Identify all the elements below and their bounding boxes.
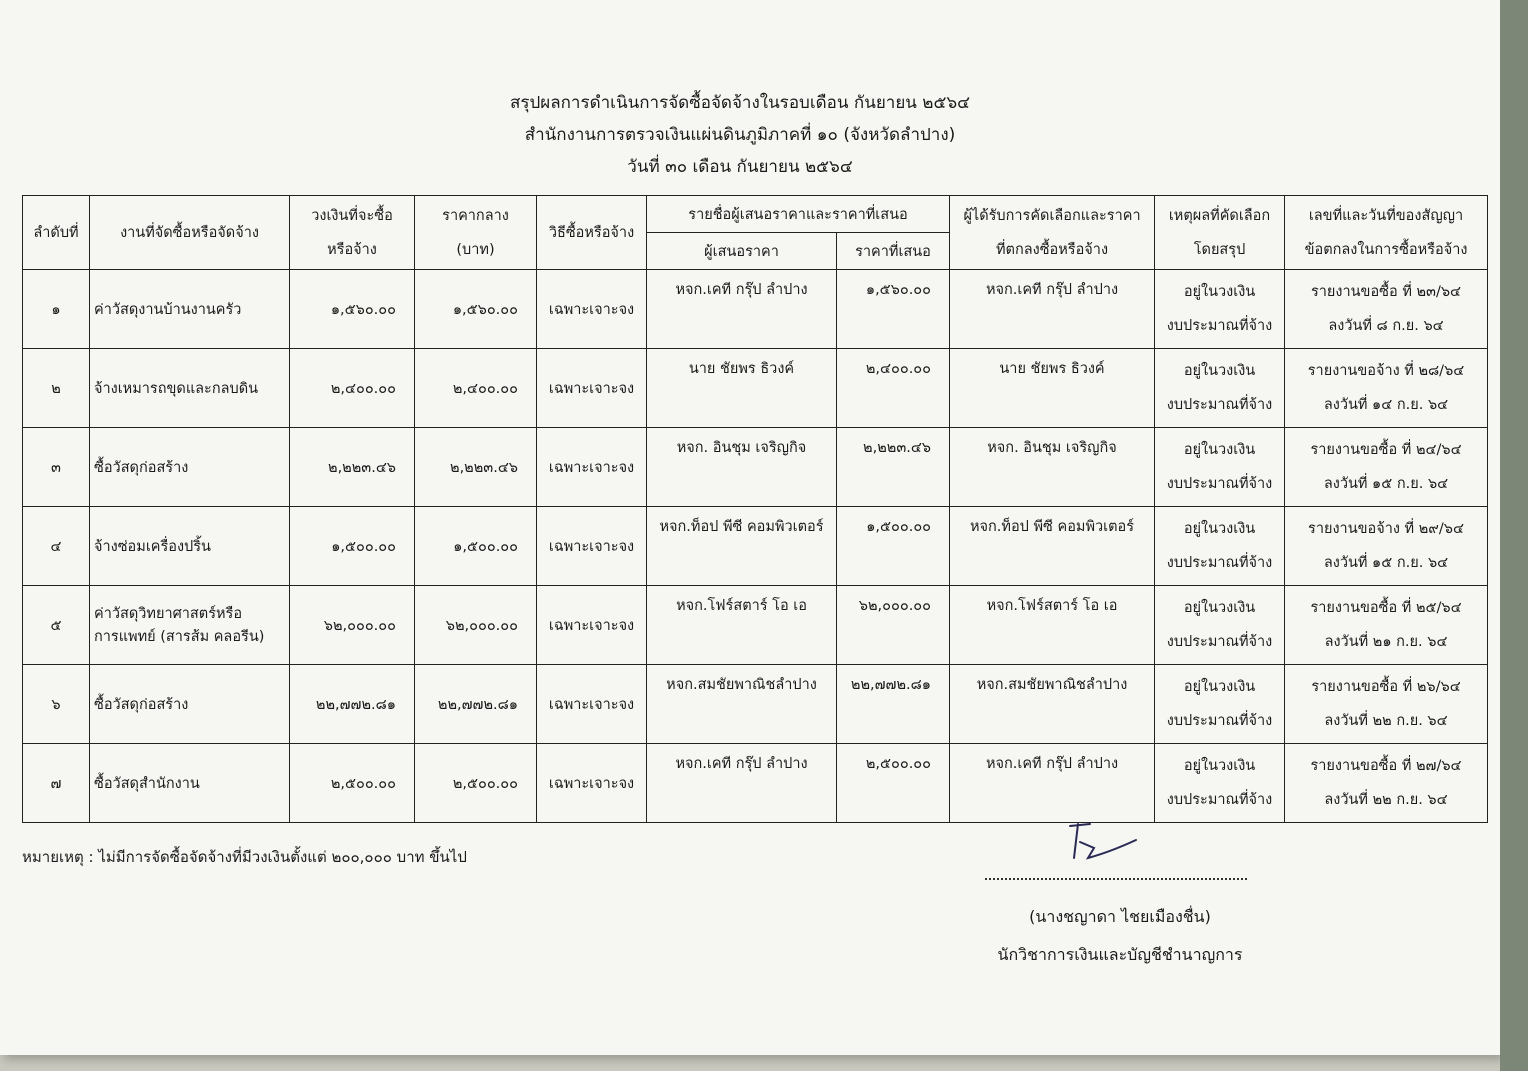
cell-reason-text: อยู่ในวงเงิน bbox=[1183, 284, 1256, 300]
cell-budget-text: ๑,๕๐๐.๐๐ bbox=[331, 538, 396, 555]
cell-contract-text: รายงานขอซื้อ ที่ ๒๕/๖๔ bbox=[1310, 600, 1462, 616]
cell-seq bbox=[23, 586, 90, 665]
cell-contract-text: ลงวันที่ ๒๑ ก.ย. ๖๔ bbox=[1324, 634, 1448, 650]
cell-work-text: จ้างซ่อมเครื่องปริ้น bbox=[94, 538, 211, 555]
table-row bbox=[23, 665, 1488, 744]
header-budget-line2: หรือจ้าง bbox=[327, 241, 377, 258]
cell-bid-price-text: ๒๒,๗๗๒.๘๑ bbox=[850, 677, 932, 693]
cell-bid-price-text: ๒,๔๐๐.๐๐ bbox=[865, 361, 932, 377]
cell-seq bbox=[23, 744, 90, 823]
header-bidder: ผู้เสนอราคา bbox=[647, 233, 837, 270]
cell-bid-price-text: ๒,๕๐๐.๐๐ bbox=[865, 756, 932, 772]
cell-budget bbox=[290, 349, 415, 428]
cell-bidder-text: หจก.เคที กรุ๊ป ลำปาง bbox=[675, 756, 808, 772]
cell-winner-text: หจก. อินชุม เจริญกิจ bbox=[987, 440, 1117, 456]
cell-seq bbox=[23, 507, 90, 586]
cell-bid-price-text: ๒,๒๒๓.๔๖ bbox=[863, 440, 932, 456]
table-row bbox=[23, 507, 1488, 586]
table-row bbox=[23, 744, 1488, 823]
cell-reason-text: งบประมาณที่จ้าง bbox=[1166, 713, 1273, 729]
cell-bidder bbox=[647, 586, 837, 665]
cell-reason-text: งบประมาณที่จ้าง bbox=[1166, 634, 1273, 650]
cell-budget-text: ๒,๒๒๓.๔๖ bbox=[328, 459, 396, 476]
cell-method bbox=[537, 428, 647, 507]
document-agency: สำนักงานการตรวจเงินแผ่นดินภูมิภาคที่ ๑๐ (จังหวัดลำปาง) bbox=[524, 125, 956, 145]
cell-contract-text: รายงานขอซื้อ ที่ ๒๔/๖๔ bbox=[1310, 442, 1462, 458]
cell-median-text: ๒,๕๐๐.๐๐ bbox=[452, 775, 518, 792]
cell-winner-text: นาย ชัยพร ธิวงค์ bbox=[999, 361, 1105, 377]
cell-winner-text: หจก.สมชัยพาณิชลำปาง bbox=[976, 677, 1128, 693]
cell-method bbox=[537, 586, 647, 665]
cell-winner bbox=[950, 428, 1155, 507]
cell-contract-text: ลงวันที่ ๒๒ ก.ย. ๖๔ bbox=[1324, 713, 1448, 729]
cell-method-text: เฉพาะเจาะจง bbox=[548, 538, 635, 555]
cell-budget bbox=[290, 428, 415, 507]
header-work: งานที่จัดซื้อหรือจัดจ้าง bbox=[90, 196, 290, 270]
header-median-line1: ราคากลาง bbox=[442, 207, 509, 224]
header-median bbox=[415, 196, 537, 270]
cell-bid-price bbox=[837, 270, 950, 349]
cell-winner bbox=[950, 586, 1155, 665]
cell-contract bbox=[1285, 665, 1488, 744]
cell-reason bbox=[1155, 586, 1285, 665]
header-reason-line2: โดยสรุป bbox=[1193, 241, 1246, 258]
cell-bidder-text: หจก.ท็อป พีซี คอมพิวเตอร์ bbox=[659, 519, 824, 535]
cell-reason bbox=[1155, 507, 1285, 586]
cell-winner bbox=[950, 744, 1155, 823]
cell-bid-price bbox=[837, 744, 950, 823]
cell-reason-text: อยู่ในวงเงิน bbox=[1183, 758, 1256, 774]
cell-bidder-text: หจก. อินชุม เจริญกิจ bbox=[676, 440, 807, 456]
cell-bid-price bbox=[837, 665, 950, 744]
cell-median bbox=[415, 744, 537, 823]
signature-line bbox=[985, 872, 1247, 880]
table-row bbox=[23, 349, 1488, 428]
cell-median bbox=[415, 586, 537, 665]
cell-bid-price bbox=[837, 428, 950, 507]
cell-winner bbox=[950, 507, 1155, 586]
cell-median-text: ๒,๔๐๐.๐๐ bbox=[452, 380, 518, 397]
cell-bid-price-text: ๑,๕๐๐.๐๐ bbox=[866, 519, 932, 535]
signer-title: นักวิชาการเงินและบัญชีชำนาญการ bbox=[997, 945, 1243, 964]
cell-median-text: ๖๒,๐๐๐.๐๐ bbox=[445, 617, 518, 634]
procurement-table bbox=[22, 195, 1488, 823]
cell-seq bbox=[23, 428, 90, 507]
cell-contract-text: ลงวันที่ ๑๔ ก.ย. ๖๔ bbox=[1323, 397, 1449, 413]
cell-reason-text: งบประมาณที่จ้าง bbox=[1166, 792, 1273, 808]
cell-contract-text: ลงวันที่ ๒๒ ก.ย. ๖๔ bbox=[1324, 792, 1448, 808]
header-median-line2: (บาท) bbox=[456, 241, 495, 258]
cell-bidder-text: นาย ชัยพร ธิวงค์ bbox=[688, 361, 795, 377]
cell-reason bbox=[1155, 428, 1285, 507]
cell-method bbox=[537, 665, 647, 744]
cell-seq bbox=[23, 270, 90, 349]
cell-method-text: เฉพาะเจาะจง bbox=[548, 696, 635, 713]
cell-reason-text: งบประมาณที่จ้าง bbox=[1166, 555, 1273, 571]
header-winner-line2: ที่ตกลงซื้อหรือจ้าง bbox=[995, 241, 1109, 258]
cell-bidder bbox=[647, 665, 837, 744]
cell-bid-price bbox=[837, 507, 950, 586]
cell-winner-text: หจก.ท็อป พีซี คอมพิวเตอร์ bbox=[969, 519, 1135, 535]
signature-mark bbox=[1060, 818, 1140, 868]
cell-seq-text: ๓ bbox=[51, 459, 61, 476]
document-date: วันที่ ๓๐ เดือน กันยายน ๒๕๖๔ bbox=[627, 157, 853, 177]
cell-seq-text: ๔ bbox=[50, 538, 62, 555]
cell-work bbox=[90, 428, 290, 507]
cell-method-text: เฉพาะเจาะจง bbox=[548, 617, 635, 634]
cell-seq-text: ๗ bbox=[50, 775, 62, 792]
cell-bid-price bbox=[837, 586, 950, 665]
table-row bbox=[23, 270, 1488, 349]
cell-median-text: ๑,๕๖๐.๐๐ bbox=[452, 301, 518, 318]
cell-reason-text: งบประมาณที่จ้าง bbox=[1166, 318, 1273, 334]
cell-budget-text: ๒,๕๐๐.๐๐ bbox=[330, 775, 396, 792]
header-contract-line2: ข้อตกลงในการซื้อหรือจ้าง bbox=[1304, 241, 1468, 258]
cell-work-text: ค่าวัสดุวิทยาศาสตร์หรือ bbox=[94, 606, 243, 622]
header-reason-line1: เหตุผลที่คัดเลือก bbox=[1168, 207, 1271, 224]
cell-bidder-text: หจก.สมชัยพาณิชลำปาง bbox=[666, 677, 817, 693]
cell-budget bbox=[290, 744, 415, 823]
cell-reason-text: อยู่ในวงเงิน bbox=[1183, 521, 1256, 537]
cell-work-text: ซื้อวัสดุก่อสร้าง bbox=[94, 459, 189, 476]
header-bid-price: ราคาที่เสนอ bbox=[837, 233, 950, 270]
cell-work-text: การแพทย์ (สารส้ม คลอรีน) bbox=[94, 629, 265, 645]
header-seq: ลำดับที่ bbox=[23, 196, 90, 270]
header-winner-line1: ผู้ได้รับการคัดเลือกและราคา bbox=[963, 207, 1141, 224]
header-winner bbox=[950, 196, 1155, 270]
table-row bbox=[23, 428, 1488, 507]
cell-contract-text: รายงานขอซื้อ ที่ ๒๓/๖๔ bbox=[1310, 284, 1462, 300]
cell-seq-text: ๑ bbox=[51, 301, 61, 318]
cell-reason-text: อยู่ในวงเงิน bbox=[1183, 363, 1256, 379]
cell-reason bbox=[1155, 744, 1285, 823]
cell-median bbox=[415, 665, 537, 744]
cell-reason bbox=[1155, 349, 1285, 428]
cell-work bbox=[90, 349, 290, 428]
cell-winner-text: หจก.โฟร์สตาร์ โอ เอ bbox=[986, 598, 1118, 614]
cell-work-text: ซื้อวัสดุก่อสร้าง bbox=[94, 696, 189, 713]
cell-contract-text: ลงวันที่ ๘ ก.ย. ๖๔ bbox=[1328, 318, 1444, 334]
cell-winner bbox=[950, 270, 1155, 349]
cell-method bbox=[537, 744, 647, 823]
header-budget bbox=[290, 196, 415, 270]
cell-bidder-text: หจก.เคที กรุ๊ป ลำปาง bbox=[675, 282, 808, 298]
cell-reason bbox=[1155, 665, 1285, 744]
cell-work bbox=[90, 744, 290, 823]
cell-method bbox=[537, 507, 647, 586]
cell-budget bbox=[290, 507, 415, 586]
cell-work bbox=[90, 270, 290, 349]
header-reason bbox=[1155, 196, 1285, 270]
cell-contract bbox=[1285, 270, 1488, 349]
cell-budget-text: ๑,๕๖๐.๐๐ bbox=[330, 301, 396, 318]
cell-bidder bbox=[647, 744, 837, 823]
cell-contract-text: รายงานขอซื้อ ที่ ๒๗/๖๔ bbox=[1310, 758, 1462, 774]
cell-contract bbox=[1285, 507, 1488, 586]
cell-median bbox=[415, 428, 537, 507]
cell-winner-text: หจก.เคที กรุ๊ป ลำปาง bbox=[985, 756, 1119, 772]
cell-bidder-text: หจก.โฟร์สตาร์ โอ เอ bbox=[676, 598, 807, 614]
cell-budget bbox=[290, 586, 415, 665]
cell-reason-text: อยู่ในวงเงิน bbox=[1183, 679, 1256, 695]
cell-method-text: เฉพาะเจาะจง bbox=[548, 301, 635, 318]
cell-reason-text: อยู่ในวงเงิน bbox=[1183, 600, 1256, 616]
cell-reason-text: งบประมาณที่จ้าง bbox=[1166, 397, 1273, 413]
footnote: หมายเหตุ : ไม่มีการจัดซื้อจัดจ้างที่มีวงเงินตั้งแต่ ๒๐๐,๐๐๐ บาท ขึ้นไป bbox=[22, 848, 467, 866]
cell-winner bbox=[950, 665, 1155, 744]
cell-contract bbox=[1285, 428, 1488, 507]
cell-work bbox=[90, 665, 290, 744]
header-contract bbox=[1285, 196, 1488, 270]
cell-contract-text: รายงานขอซื้อ ที่ ๒๖/๖๔ bbox=[1311, 679, 1461, 695]
header-bidders: รายชื่อผู้เสนอราคาและราคาที่เสนอ bbox=[647, 196, 950, 233]
cell-seq-text: ๕ bbox=[50, 617, 62, 634]
cell-budget-text: ๒,๔๐๐.๐๐ bbox=[330, 380, 396, 397]
cell-bidder bbox=[647, 270, 837, 349]
cell-median bbox=[415, 270, 537, 349]
cell-bid-price-text: ๑,๕๖๐.๐๐ bbox=[865, 282, 932, 298]
cell-bidder bbox=[647, 507, 837, 586]
cell-median-text: ๒๒,๗๗๒.๘๑ bbox=[437, 696, 518, 713]
cell-seq bbox=[23, 665, 90, 744]
cell-contract-text: รายงานขอจ้าง ที่ ๒๘/๖๔ bbox=[1307, 363, 1465, 379]
cell-contract-text: รายงานขอจ้าง ที่ ๒๙/๖๔ bbox=[1308, 521, 1464, 537]
cell-work-text: จ้างเหมารถขุดและกลบดิน bbox=[94, 380, 259, 397]
cell-method-text: เฉพาะเจาะจง bbox=[548, 775, 635, 792]
cell-bidder bbox=[647, 349, 837, 428]
cell-median-text: ๒,๒๒๓.๔๖ bbox=[450, 459, 518, 476]
signer-name: (นางชญาดา ไชยเมืองชื่น) bbox=[1029, 907, 1211, 926]
cell-seq-text: ๖ bbox=[51, 696, 61, 713]
cell-reason-text: อยู่ในวงเงิน bbox=[1183, 442, 1256, 458]
cell-work-text: ค่าวัสดุงานบ้านงานครัว bbox=[94, 301, 242, 318]
background-surface bbox=[1500, 0, 1528, 1071]
cell-work bbox=[90, 507, 290, 586]
cell-reason-text: งบประมาณที่จ้าง bbox=[1166, 476, 1273, 492]
cell-budget bbox=[290, 270, 415, 349]
cell-contract bbox=[1285, 744, 1488, 823]
cell-method-text: เฉพาะเจาะจง bbox=[548, 459, 635, 476]
cell-work bbox=[90, 586, 290, 665]
cell-budget bbox=[290, 665, 415, 744]
cell-budget-text: ๖๒,๐๐๐.๐๐ bbox=[323, 617, 396, 634]
cell-method-text: เฉพาะเจาะจง bbox=[548, 380, 635, 397]
cell-contract-text: ลงวันที่ ๑๕ ก.ย. ๖๔ bbox=[1323, 476, 1449, 492]
cell-bid-price bbox=[837, 349, 950, 428]
cell-method bbox=[537, 270, 647, 349]
cell-method bbox=[537, 349, 647, 428]
cell-work-text: ซื้อวัสดุสำนักงาน bbox=[94, 775, 200, 792]
cell-contract-text: ลงวันที่ ๑๕ ก.ย. ๖๔ bbox=[1323, 555, 1449, 571]
header-contract-line1: เลขที่และวันที่ของสัญญา bbox=[1308, 207, 1464, 224]
cell-bidder bbox=[647, 428, 837, 507]
header-budget-line1: วงเงินที่จะซื้อ bbox=[311, 207, 393, 224]
cell-seq bbox=[23, 349, 90, 428]
header-method: วิธีซื้อหรือจ้าง bbox=[537, 196, 647, 270]
cell-contract bbox=[1285, 349, 1488, 428]
cell-seq-text: ๒ bbox=[51, 380, 61, 397]
cell-winner bbox=[950, 349, 1155, 428]
cell-median bbox=[415, 507, 537, 586]
cell-bid-price-text: ๖๒,๐๐๐.๐๐ bbox=[858, 598, 932, 614]
table-row bbox=[23, 586, 1488, 665]
cell-budget-text: ๒๒,๗๗๒.๘๑ bbox=[315, 696, 396, 713]
cell-median bbox=[415, 349, 537, 428]
document-title: สรุปผลการดำเนินการจัดซื้อจัดจ้างในรอบเดือน กันยายน ๒๕๖๔ bbox=[509, 93, 971, 113]
cell-winner-text: หจก.เคที กรุ๊ป ลำปาง bbox=[985, 282, 1119, 298]
cell-reason bbox=[1155, 270, 1285, 349]
cell-contract bbox=[1285, 586, 1488, 665]
cell-median-text: ๑,๕๐๐.๐๐ bbox=[453, 538, 518, 555]
